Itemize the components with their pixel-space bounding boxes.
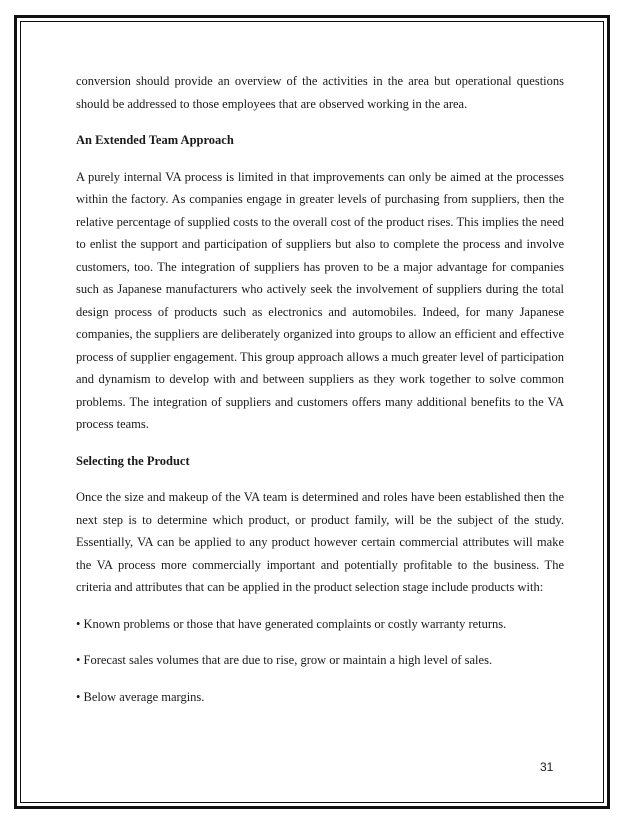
bullet-item: • Below average margins.	[76, 689, 205, 704]
bullet-item: • Forecast sales volumes that are due to rise, grow or maintain a high level of sales.	[76, 653, 493, 667]
bullet-item: • Known problems or those that have generated complaints or costly warranty returns.	[76, 616, 507, 631]
page-number: 31	[540, 760, 554, 774]
paragraph-selecting-product: Once the size and makeup of the VA team is determined and roles have been established then the next step is to determine which product, or product family, will be the subject of the study. Essentially, VA can be applied to any product however certain commercial attributes will make the VA process more commercially important and potentially profitable to the business. The criteria and attributes that can be applied in the product selection stage include products with:	[76, 490, 564, 594]
heading-selecting-the-product: Selecting the Product	[76, 453, 190, 468]
page-content	[76, 70, 564, 708]
heading-extended-team-approach: An Extended Team Approach	[76, 133, 234, 147]
paragraph-continuation: conversion should provide an overview of the activities in the area but operational questions should be addressed to those employees that are observed working in the area.	[76, 74, 564, 111]
paragraph-extended-team: A purely internal VA process is limited in that improvements can only be aimed at the processes within the factory. As companies engage in greater levels of purchasing from suppliers, then the relative percentage of supplied costs to the overall cost of the product rises. This implies the need to enlist the support and participation of suppliers but also to complete the process and involve customers, too. The integration of suppliers has proven to be a major advantage for companies such as Japanese manufacturers who actively seek the involvement of suppliers during the total design process of products such as electronics and automobiles. Indeed, for many Japanese companies, the suppliers are deliberately organized into groups to allow an efficient and effective process of supplier engagement. This group approach allows a much greater level of participation and dynamism to develop with and between suppliers as they work together to solve common problems. The integration of suppliers and customers offers many additional benefits to the VA process teams.	[76, 169, 564, 431]
